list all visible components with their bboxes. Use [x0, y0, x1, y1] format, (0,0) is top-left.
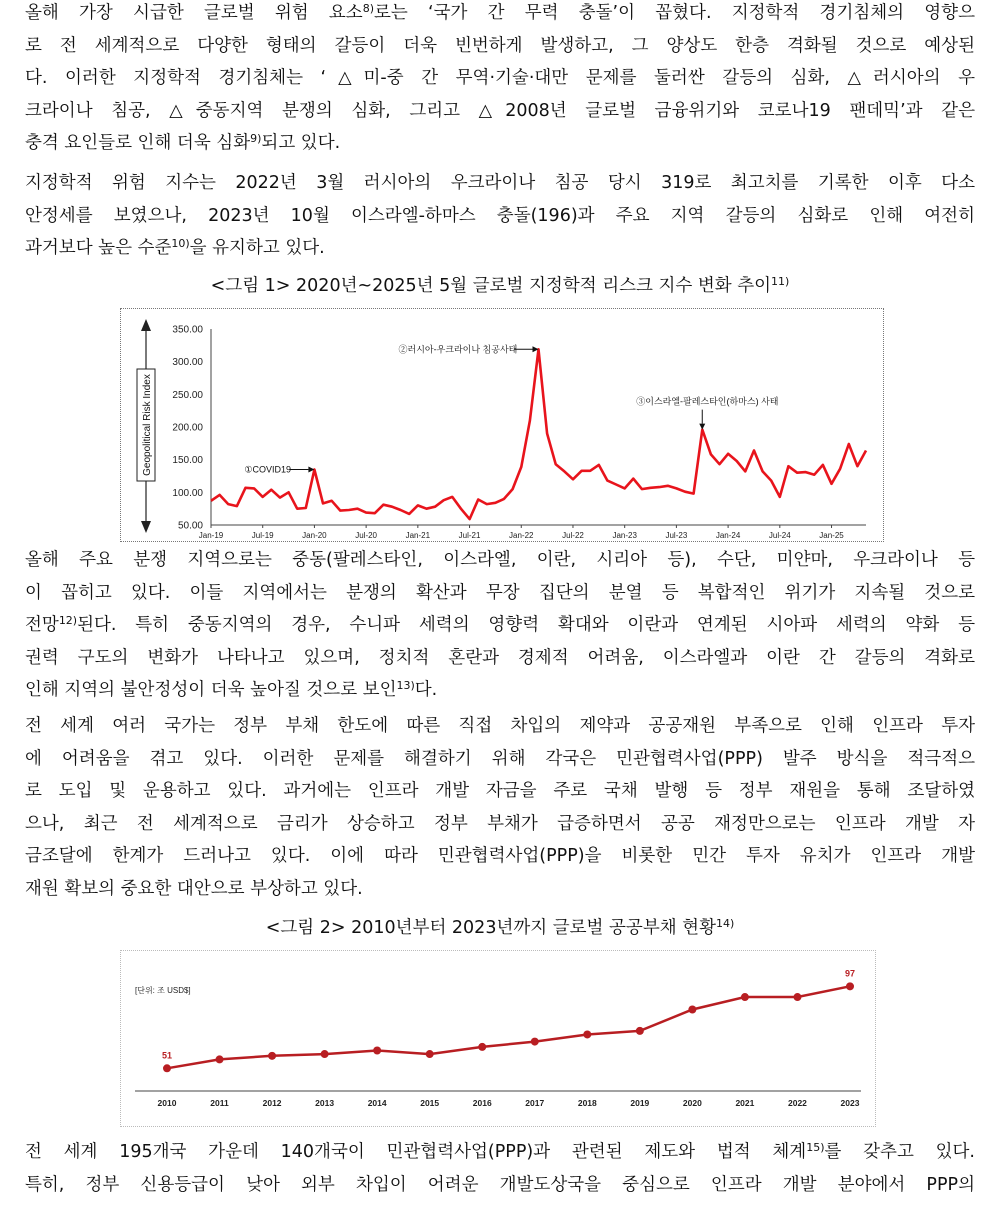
paragraph-2: [25, 167, 975, 265]
annotation-covid: ①COVID19: [244, 464, 292, 475]
x-tick-label: Jan-25: [819, 531, 844, 540]
y-tick-label: 250.00: [172, 389, 203, 401]
text-run: 과거보다 높은 수준: [25, 238, 172, 258]
text-run: 으나, 최근 전 세계적으로 금리가 상승하고 정부 부채가 급증하면서 공공 재정만으로는 인프라 개발 자: [25, 813, 975, 834]
text-run: 전망: [25, 615, 59, 635]
data-point: [741, 993, 749, 1001]
paragraph-3: [25, 544, 975, 707]
text-line: [25, 642, 975, 675]
data-point: [216, 1055, 224, 1063]
public-debt-line-chart: [121, 951, 875, 1126]
text-run: 권력 구도의 변화가 나타나고 있으며, 정치적 혼란과 경제적 어려움, 이스라엘과 이란 간 갈등의 격화로: [25, 647, 975, 668]
arrow-down-icon: [699, 424, 705, 430]
x-tick-label: 2013: [315, 1098, 335, 1108]
x-tick-label: 2021: [735, 1098, 755, 1108]
x-tick-label: Jan-23: [612, 531, 637, 540]
text-line: [25, 840, 975, 873]
annotation-israel-hamas: ③이스라엘-팔레스타인(하마스) 사태: [636, 396, 779, 407]
text-line: [25, 0, 975, 30]
text-run: 전 세계 195개국 가운데 140개국이 민관협력사업(PPP)과 관련된 제도와 법적 체계: [25, 1142, 807, 1162]
footnote-ref: 13): [396, 679, 415, 692]
text-line: [25, 674, 975, 707]
paragraph-1: [25, 0, 975, 160]
text-line: [25, 577, 975, 610]
text-line: [25, 808, 975, 841]
figure-2-chart-frame: [120, 950, 876, 1127]
x-tick-label: 2019: [630, 1098, 650, 1108]
text-run: 특히, 정부 신용등급이 낮아 외부 차입이 어려운 개발도상국을 중심으로 인프라 개발 분야에서 PPP의: [25, 1174, 975, 1195]
text-run: 올해 주요 분쟁 지역으로는 중동(팔레스타인, 이스라엘, 이란, 시리아 등), 수단, 미얀마, 우크라이나 등: [25, 550, 975, 570]
y-tick-label: 200.00: [172, 422, 203, 434]
text-run: 올해 가장 시급한 글로벌 위험 요소: [25, 3, 363, 23]
data-point: [478, 1043, 486, 1051]
figure-1-chart-frame: [120, 308, 884, 542]
footnote-ref: 9): [250, 132, 262, 145]
annotation-russia-ukraine: ②러시아-우크라이나 침공사태: [398, 344, 518, 355]
text-run: 지정학적 위험 지수는 2022년 3월 러시아의 우크라이나 침공 당시 319로 최고치를 기록한 이후 다소: [25, 173, 975, 193]
arrow-up-icon: [141, 319, 151, 331]
x-tick-label: Jul-19: [251, 531, 274, 540]
text-line: [25, 1136, 975, 1169]
x-tick-label: Jan-20: [302, 531, 327, 540]
text-run: 금조달에 한계가 드러나고 있다. 이에 따라 민관협력사업(PPP)을 비롯한 민간 투자 유치가 인프라 개발: [25, 846, 975, 866]
y-tick-label: 300.00: [172, 357, 203, 369]
figure-2-footnote-ref: 14): [716, 917, 735, 930]
x-tick-label: Jul-23: [665, 531, 688, 540]
text-run: 다.: [414, 680, 438, 700]
footnote-ref: 12): [58, 614, 78, 627]
footnote-ref: 15): [806, 1141, 825, 1154]
x-tick-label: Jul-24: [768, 531, 791, 540]
x-tick-label: 2010: [157, 1098, 177, 1108]
text-run: 을 유지하고 있다.: [189, 238, 325, 258]
x-tick-label: 2020: [682, 1098, 702, 1108]
text-line: [25, 30, 975, 63]
y-tick-label: 150.00: [172, 455, 203, 467]
x-tick-label: 2015: [420, 1098, 440, 1108]
text-run: 로 전 세계적으로 다양한 형태의 갈등이 더욱 빈번하게 발생하고, 그 양상도 한층 격화될 것으로 예상된: [25, 35, 975, 56]
text-run: 되고 있다.: [261, 133, 341, 153]
y-tick-label: 100.00: [172, 487, 203, 499]
x-tick-label: 2011: [210, 1098, 229, 1108]
text-line: [25, 232, 975, 265]
text-run: 를 갖추고 있다.: [824, 1142, 975, 1162]
figure-1-caption: [0, 272, 1000, 297]
data-point: [846, 982, 854, 990]
x-tick-label: Jan-24: [715, 531, 741, 540]
text-line: [25, 710, 975, 743]
geopolitical-risk-line-chart: [121, 309, 883, 541]
figure-2-caption-text: <그림 2> 2010년부터 2023년까지 글로벌 공공부채 현황: [265, 918, 716, 938]
x-tick-label: 2016: [472, 1098, 492, 1108]
text-line: [25, 95, 975, 128]
text-run: 로는 ‘국가 간 무력 충돌’이 꼽혔다. 지정학적 경기침체의 영향으: [374, 3, 975, 23]
text-run: 이 꼽히고 있다. 이들 지역에서는 분쟁의 확산과 무장 집단의 분열 등 복합적인 위기가 지속될 것으로: [25, 582, 975, 603]
paragraph-4: [25, 710, 975, 905]
text-line: [25, 200, 975, 233]
data-point: [688, 1006, 696, 1014]
paragraph-5: [25, 1136, 975, 1201]
data-label-last: 97: [844, 968, 856, 979]
x-tick-label: 2012: [262, 1098, 282, 1108]
x-tick-label: Jan-19: [198, 531, 224, 540]
data-point: [636, 1027, 644, 1035]
x-tick-label: Jan-22: [509, 531, 534, 540]
data-point: [163, 1064, 171, 1072]
unit-label: [단위: 조 USD$]: [135, 986, 191, 995]
figure-1-caption-text: <그림 1> 2020년~2025년 5월 글로벌 지정학적 리스크 지수 변화 추이: [210, 276, 772, 296]
text-line: [25, 609, 975, 642]
x-tick-label: 2023: [840, 1098, 860, 1108]
text-line: [25, 1169, 975, 1202]
text-run: 인해 지역의 불안정성이 더욱 높아질 것으로 보인: [25, 680, 397, 700]
arrow-down-icon: [141, 521, 151, 533]
text-line: [25, 775, 975, 808]
text-run: 재원 확보의 중요한 대안으로 부상하고 있다.: [25, 878, 363, 899]
text-run: 에 어려움을 겪고 있다. 이러한 문제를 해결하기 위해 각국은 민관협력사업(PPP) 발주 방식을 적극적으: [25, 748, 975, 769]
data-label-first: 51: [161, 1050, 173, 1061]
data-point: [426, 1050, 434, 1058]
figure-2-caption: [0, 914, 1000, 939]
x-tick-label: 2017: [525, 1098, 545, 1108]
text-run: 다. 이러한 지정학적 경기침체는 ‘△미-중 간 무역·기술·대만 문제를 둘러싼 갈등의 심화, △러시아의 우: [25, 68, 975, 88]
x-tick-label: 2022: [788, 1098, 807, 1108]
text-line: [25, 873, 975, 906]
footnote-ref: 8): [362, 2, 375, 15]
text-line: [25, 544, 975, 577]
text-run: 충격 요인들로 인해 더욱 심화: [25, 133, 251, 153]
text-run: 안정세를 보였으나, 2023년 10월 이스라엘-하마스 충돌(196)과 주요 지역 갈등의 심화로 인해 여전히: [25, 205, 975, 226]
text-line: [25, 167, 975, 200]
text-run: 전 세계 여러 국가는 정부 부채 한도에 따른 직접 차입의 제약과 공공재원 부족으로 인해 인프라 투자: [25, 716, 975, 736]
x-tick-label: Jan-21: [405, 531, 431, 540]
data-point: [531, 1038, 539, 1046]
data-point: [373, 1046, 381, 1054]
data-point: [321, 1050, 329, 1058]
x-tick-label: 2018: [577, 1098, 597, 1108]
data-point: [268, 1052, 276, 1060]
x-tick-label: 2014: [367, 1098, 387, 1108]
text-line: [25, 743, 975, 776]
text-run: 크라이나 침공, △중동지역 분쟁의 심화, 그리고 △2008년 글로벌 금융위기와 코로나19 팬데믹’과 같은: [25, 100, 975, 121]
x-tick-label: Jul-22: [562, 531, 584, 540]
text-line: [25, 62, 975, 95]
y-axis-label: Geopolitical Risk Index: [142, 374, 153, 476]
text-run: 된다. 특히 중동지역의 경우, 수니파 세력의 영향력 확대와 이란과 연계된 시아파 세력의 약화 등: [77, 615, 975, 635]
footnote-ref: 10): [171, 237, 190, 250]
x-tick-label: Jul-20: [355, 531, 378, 540]
y-tick-label: 50.00: [177, 520, 203, 532]
text-run: 로 도입 및 운용하고 있다. 과거에는 인프라 개발 자금을 주로 국채 발행 등 정부 재원을 통해 조달하였: [25, 781, 975, 801]
data-point: [793, 993, 801, 1001]
text-line: [25, 127, 975, 160]
y-tick-label: 350.00: [172, 324, 203, 336]
figure-1-footnote-ref: 11): [771, 275, 790, 288]
data-point: [583, 1030, 591, 1038]
risk-index-series-line: [211, 349, 866, 519]
x-tick-label: Jul-21: [458, 531, 481, 540]
